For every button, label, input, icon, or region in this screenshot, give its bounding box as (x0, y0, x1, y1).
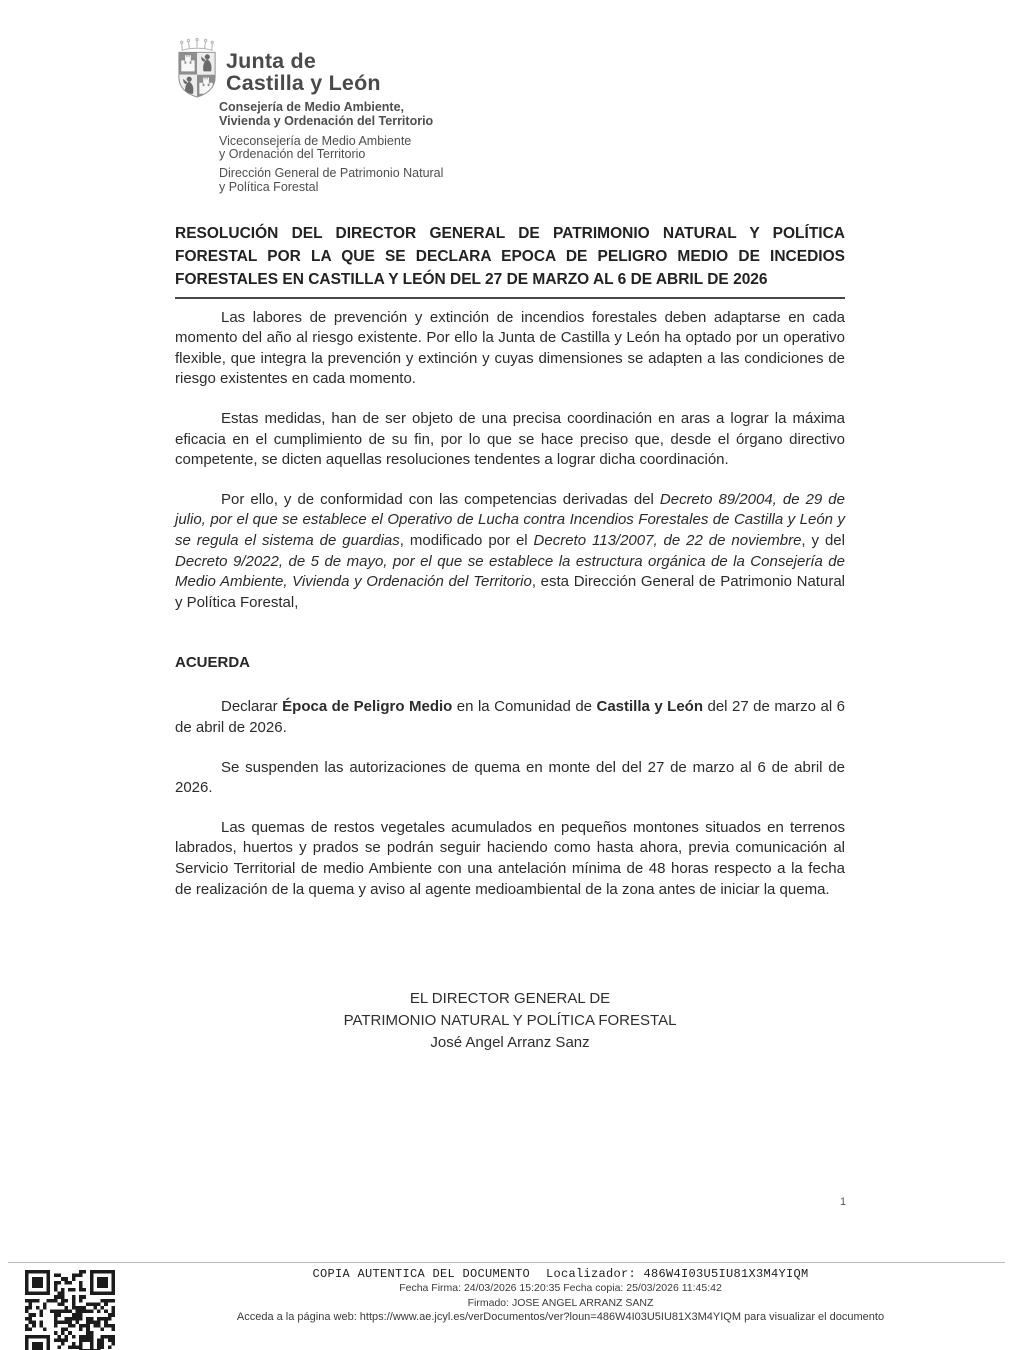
authentication-footer (118, 1267, 1003, 1325)
department-line-1: Consejería de Medio Ambiente, (219, 100, 404, 114)
document-title: RESOLUCIÓN DEL DIRECTOR GENERAL DE PATRIMONIO NATURAL Y POLÍTICA FORESTAL POR LA QUE SE DECLARA EPOCA DE PELIGRO MEDIO DE INCEDIOS FORESTALES EN CASTILLA Y LEÓN DEL 27 DE MARZO AL 6 DE ABRIL DE 2026 (175, 224, 845, 289)
paragraph-1: Las labores de prevención y extinción de incendios forestales deben adaptarse en cada momento del año al riesgo existente. Por ello la Junta de Castilla y León ha optado por un operativo flexible, que integra la prevención y extinción y cuyas dimensiones se adapten a las condiciones de riesgo existentes en cada momento. (175, 308, 845, 388)
p4-text-3: del 27 de marzo al 6 de abril de 2026. (175, 698, 845, 736)
directorate-line-1: Dirección General de Patrimonio Natural (219, 166, 444, 181)
paragraph-5: Se suspenden las autorizaciones de quema en monte del del 27 de marzo al 6 de abril de 2026. (175, 758, 845, 797)
signature-block (175, 988, 845, 1054)
footer-divider (8, 1262, 1005, 1263)
org-name-line-2: Castilla y León (226, 70, 381, 95)
org-name (226, 51, 381, 94)
footer-web-line: Acceda a la página web: https://www.ae.jcyl.es/verDocumentos/ver?loun=486W4I03U5IU81X3M4YIQM para visualizar el documento (236, 1311, 885, 1323)
footer-copy-line (118, 1267, 1003, 1281)
org-name-line-1: Junta de (226, 49, 317, 73)
paragraph-3 (175, 490, 845, 614)
footer-dates-line: Fecha Firma: 24/03/2026 15:20:35 Fecha copia: 25/03/2026 11:45:42 (399, 1282, 722, 1294)
paragraph-6: Las quemas de restos vegetales acumulados en pequeños montones situados en terrenos labrados, huertos y prados se podrán seguir haciendo como hasta ahora, previa comunicación al Servicio Territorial de medio Ambiente con una antelación mínima de 48 horas respecto a la fecha de realización de la quema y aviso al agente medioambiental de la zona antes de iniciar la quema. (175, 818, 845, 898)
p3-text-3: , y del (801, 532, 845, 550)
title-divider (175, 297, 845, 299)
footer-locator-value: 486W4I03U5IU81X3M4YIQM (643, 1267, 809, 1281)
vice-department-line-1: Viceconsejería de Medio Ambiente (219, 133, 412, 148)
footer-copy-label: COPIA AUTENTICA DEL DOCUMENTO (312, 1267, 530, 1281)
directorate-line-2: y Política Forestal (219, 179, 319, 194)
p4-text-2: en la Comunidad de (452, 698, 597, 716)
letterhead (175, 38, 845, 195)
paragraph-2: Estas medidas, han de ser objeto de una precisa coordinación en aras a lograr la máxima eficacia en el cumplimiento de su fin, por lo que se hace preciso que, desde el órgano directivo competente, se dicten aquellas resoluciones tendentes a lograr dicha coordinación. (175, 410, 845, 469)
footer-signed-line: Firmado: JOSE ANGEL ARRANZ SANZ (467, 1296, 654, 1309)
paragraph-4 (175, 697, 845, 738)
p3-decree-2: Decreto 113/2007, de 22 de noviembre (533, 532, 802, 550)
department-line-2: Vivienda y Ordenación del Territorio (219, 113, 434, 128)
p3-decree-1: Decreto 89/2004, de 29 de julio, por el que se establece el Operativo de Lucha contra Incendios Forestales de Castilla y León y se regula el sistema de guardias (175, 490, 845, 550)
footer-locator-label: Localizador: (545, 1267, 636, 1281)
qr-code-icon (25, 1270, 115, 1350)
p3-text-1: Por ello, y de conformidad con las competencias derivadas del (221, 490, 660, 508)
p3-text-4: , esta Dirección General de Patrimonio Natural y Política Forestal, (175, 573, 845, 611)
p3-decree-3: Decreto 9/2022, de 5 de mayo, por el que se establece la estructura orgánica de la Consejería de Medio Ambiente, Vivienda y Ordenación del Territorio (175, 552, 845, 591)
vice-department-name (219, 135, 845, 163)
signature-role-line-1: EL DIRECTOR GENERAL DE (409, 990, 611, 1008)
p4-bold-epoca: Época de Peligro Medio (282, 698, 453, 716)
department-name (219, 101, 845, 129)
signatory-name: José Angel Arranz Sanz (430, 1034, 590, 1052)
acuerda-heading: ACUERDA (175, 654, 250, 672)
page-number: 1 (840, 1196, 847, 1208)
letterhead-crest-row (175, 38, 845, 99)
vice-department-line-2: y Ordenación del Territorio (219, 147, 366, 162)
junta-castilla-y-leon-coat-of-arms-icon (175, 38, 219, 99)
signature-role-line-2: PATRIMONIO NATURAL Y POLÍTICA FORESTAL (343, 1012, 677, 1030)
p4-bold-region: Castilla y León (596, 698, 703, 716)
directorate-name (219, 167, 845, 195)
p4-text-1: Declarar (221, 698, 283, 716)
document-content (175, 38, 845, 1054)
p3-text-2: , modificado por el (399, 532, 534, 550)
